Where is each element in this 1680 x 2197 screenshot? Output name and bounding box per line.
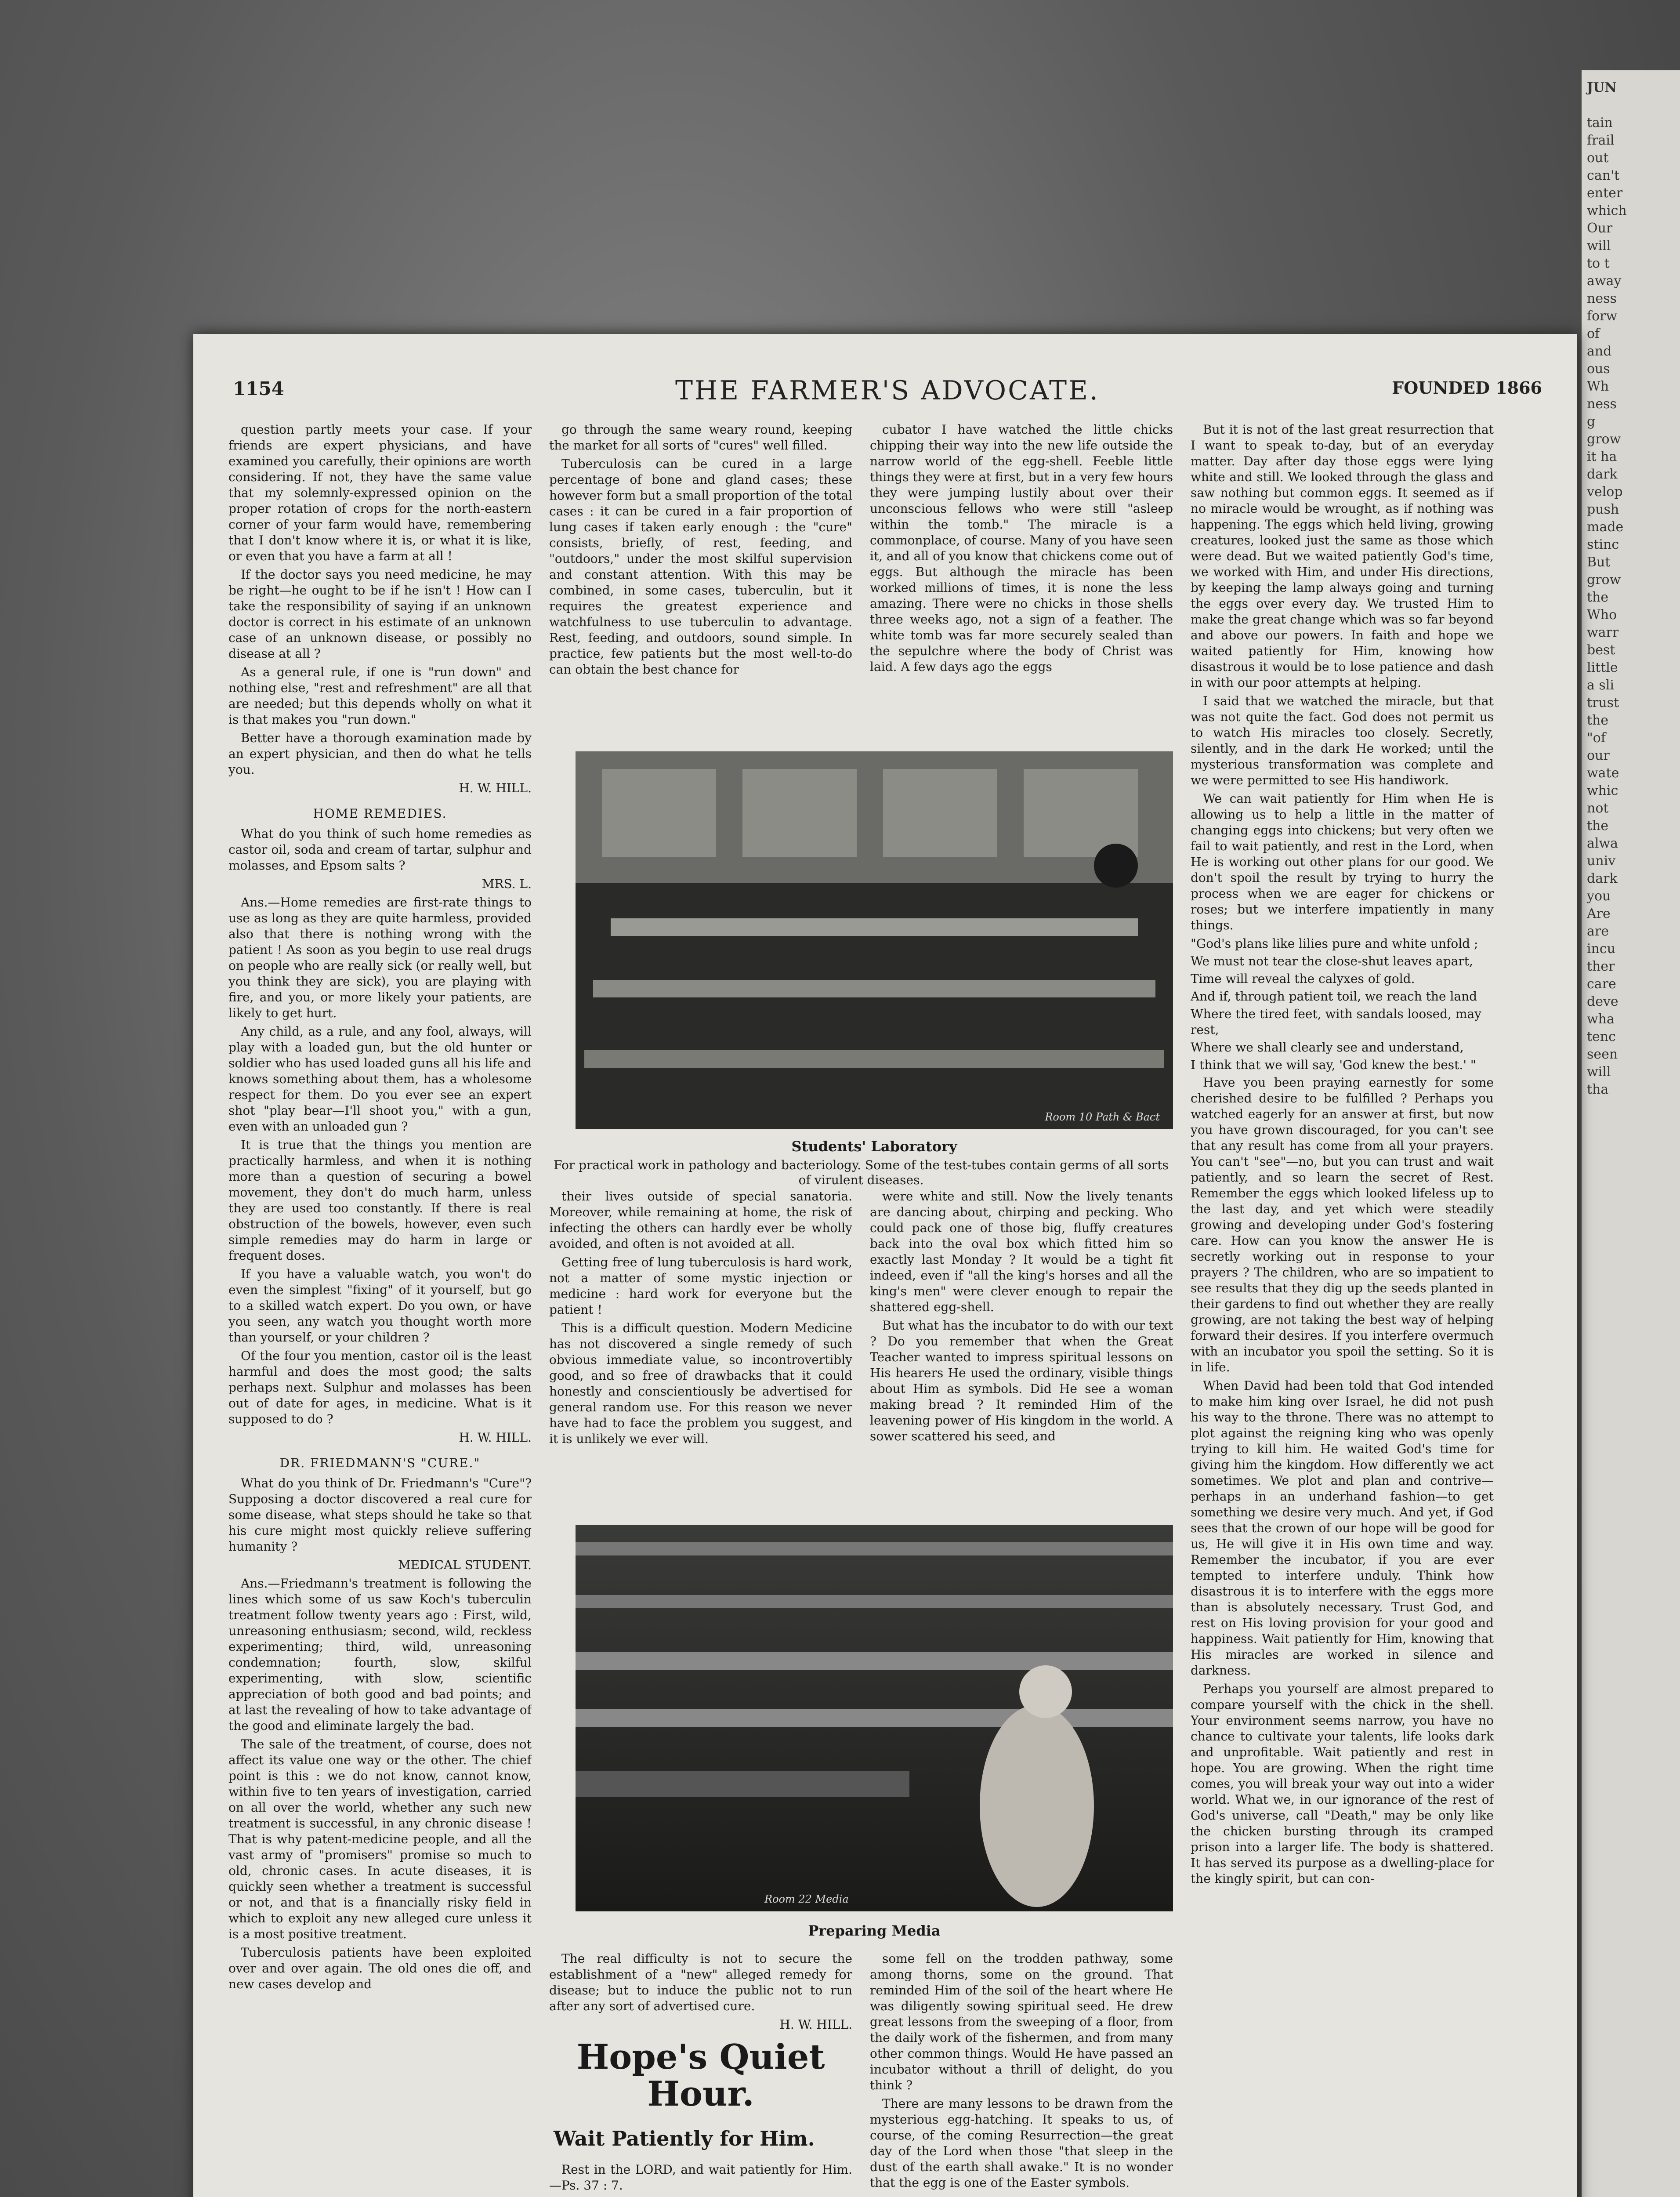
- paragraph: Perhaps you yourself are almost prepared to compare yourself with the chick in the shell. Your environment seems narrow, you have no chance to cultivate your talents, life looks dark and unprofitable. Wait patiently and rest in hope. You are growing. When the right time comes, you will break your way out into a wider world. What we, in our ignorance of the rest of God's universe, call "Death," may be only like the chicken bursting through its cramped prison into a larger life. The body is shattered. It has served its purpose as a dwelling-place for the kingly spirit, but can con-: [1191, 1682, 1494, 1886]
- paragraph: The sale of the treatment, of course, does not affect its value one way or the other. The chief point is this : we do not know, cannot know, within five to ten years of investigation, carried on all over the world, whether any such new treatment is successful, in any chronic disease ! That is why patent-medicine people, and all the vast army of "promisers" promise so much to old, chronic cases. In acute diseases, it is quickly seen whether a treatment is successful or not, and that is a financially risky field in which to exploit any new alleged cure unless it is a most positive treatment.: [228, 1737, 532, 1941]
- founded-label: FOUNDED 1866: [1392, 378, 1542, 398]
- paragraph: There are many lessons to be drawn from the mysterious egg-hatching. It speaks to us, of course, of the coming Resurrection—the great day of the Lord when those "that sleep in the dust of the earth shall awake." It is no wonder that the egg is one of the Easter symbols.: [870, 2096, 1173, 2190]
- paragraph: were white and still. Now the lively tenants are dancing about, chirping and pecking. Who could pack one of those big, fluffy creatures back into the oval box which fitted him so exactly last Monday ? It would be a tight fit indeed, even if "all the king's horses and all the king's men" were clever enough to repair the shattered egg-shell.: [870, 1189, 1173, 1314]
- paragraph: question partly meets your case. If your friends are expert physicians, and have examined you carefully, their opinions are worth considering. If not, they have the same value that my solemnly-expressed opinion on the proper rotation of crops for the north-eastern corner of your farm would have, remembering that I don't know where it is, or what it is like, or even that you have a farm at all !: [228, 422, 532, 563]
- poem-line: And if, through patient toil, we reach the land: [1191, 989, 1477, 1004]
- signature: H. W. HILL.: [779, 2017, 852, 2032]
- paragraph: But what has the incubator to do with our text ? Do you remember that when the Great Teacher wanted to impress spiritual lessons on His hearers He used the ordinary, visible things about Him as symbols. Did He see a woman making bread ? It reminded Him of the leavening power of His kingdom in the world. A sower scattered his seed, and: [870, 1318, 1173, 1443]
- students-laboratory-photo: [576, 751, 1173, 1129]
- column-1: [228, 422, 532, 2197]
- masthead: THE FARMER'S ADVOCATE.: [675, 375, 1100, 406]
- signature: MRS. L.: [482, 877, 532, 891]
- paragraph: Better have a thorough examination made by an expert physician, and then do what he tells you.: [228, 731, 532, 777]
- question: What do you think of such home remedies as castor oil, soda and cream of tartar, sulphur and molasses, and Epsom salts ?: [228, 827, 532, 873]
- poem-line: Time will reveal the calyxes of gold.: [1191, 972, 1415, 986]
- paragraph: When David had been told that God intended to make him king over Israel, he did not push his way to the throne. There was no attempt to plot against the reigning king who was openly trying to kill him. He waited God's time for giving him the kingdom. How differently we act sometimes. We plot and plan and contrive—perhaps in an underhand fashion—to get something we desire very much. And yet, if God sees that the crown of our hope will be good for us, He will give it in His own time and way. Remember the incubator, if you are ever tempted to interfere unduly. Think how disastrous it is to interfere with the eggs more than is absolutely necessary. Trust God, and rest on His loving provision for your good and happiness. Wait patiently for Him, knowing that His miracles are worked in silence and darkness.: [1191, 1378, 1494, 1678]
- laboratory-photo-illustration: [576, 751, 1173, 1129]
- paragraph: If the doctor says you need medicine, he may be right—he ought to be if he isn't ! How can I take the responsibility of saying if an unknown doctor is correct in his estimate of an unknown case of an unknown disease, or possibly no disease at all ?: [228, 567, 532, 661]
- photo-title: Preparing Media: [808, 1922, 941, 1939]
- preparing-media-photo: [576, 1525, 1173, 1911]
- wait-patiently-subtitle: Wait Patiently for Him.: [554, 2127, 815, 2150]
- paragraph: Tuberculosis patients have been exploited over and over again. The old ones die off, and new cases develop and: [228, 1945, 532, 1991]
- paragraph: Have you been praying earnestly for some cherished desire to be fulfilled ? Perhaps you watched eagerly for an answer at first, but now you have grown discouraged, for you can't see that any result has come from all your prayers. You can't "see"—no, but you can trust and wait patiently, and so learn the secret of Rest. Remember the eggs which looked lifeless up to the last day, and yet which were steadily growing and developing under God's fostering care. How can you know the answer He is secretly working out in response to your prayers ? The children, who are so impatient to see results that they dig up the seeds planted in their gardens to find out whether they are really growing, are not taking the best way of helping forward their desires. If you interfere overmuch with an incubator you spoil the setting. So it is in life.: [1191, 1075, 1494, 1374]
- poem-line: I think that we will say, 'God knew the best.' ": [1191, 1058, 1476, 1072]
- paragraph: It is true that the things you mention are practically harmless, and when it is nothing more than a question of securing a bowel movement, they don't do much harm, unless they are used too constantly. If there is real obstruction of the bowels, however, even such simple remedies may do harm in large or frequent doses.: [228, 1138, 532, 1263]
- photo-caption: For practical work in pathology and bacteriology. Some of the test-tubes contain germs of all sorts of virulent diseases.: [554, 1158, 1169, 1187]
- paragraph: Ans.—Friedmann's treatment is following the lines which some of us saw Koch's tuberculin treatment follow twenty years ago : First, wild, unreasoning enthusiasm; second, wild, reckless experimenting; third, wild, unreasoning condemnation; fourth, slow, skilful experimenting, with slow, scientific appreciation of both good and bad points; and at last the revealing of how to take advantage of the good and eliminate largely the bad.: [228, 1576, 532, 1733]
- paragraph: cubator I have watched the little chicks chipping their way into the new life outside the narrow world of the egg-shell. Feeble little things they were at first, but in a very few hours they were jumping lustily about over their unconscious fellows who were still "asleep within the tomb." The miracle is a commonplace, of course. Many of you have seen it, and all of you know that chickens come out of eggs. But although the miracle has been worked millions of times, it is none the less amazing. There were no chicks in those shells three weeks ago, not a sign of a feather. The white tomb was far more securely sealed than the sepulchre where the body of Christ was laid. A few days ago the eggs: [870, 422, 1173, 674]
- paragraph: Tuberculosis can be cured in a large percentage of bone and gland cases; these however form but a small proportion of the total cases : it can be cured in a fair proportion of lung cases if taken early enough : the "cure" consists, briefly, of rest, feeding, and "outdoors," under the most skilful supervision and constant attention. With this may be combined, in some cases, tuberculin, but it requires the greatest experience and watchfulness to use tuberculin to advantage. Rest, feeding, and outdoors, sound simple. In practice, few patients but the most well-to-do can obtain the best chance for: [549, 457, 852, 677]
- verse: Rest in the LORD, and wait patiently for Him.—Ps. 37 : 7.: [549, 2162, 852, 2193]
- poem-line: Where we shall clearly see and understand,: [1191, 1040, 1464, 1055]
- paragraph: But it is not of the last great resurrection that I want to speak to-day, but of an everyday matter. Day after day those eggs were lying white and still. We looked through the glass and saw nothing but common eggs. It seemed as if no miracle would be wrought, as if nothing was happening. The eggs which held living, growing creatures, looked just the same as those which were dead. But we waited patiently God's time, we worked with Him, and under His directions, by keeping the lamp always going and turning the eggs over every day. We trusted Him to make the great change which was so far beyond and above our powers. In faith and hope we waited patiently for Him, knowing how disastrous it would be to lose patience and dash in with our poor attempts at helping.: [1191, 422, 1494, 690]
- adjacent-page-text: tain frail out can't enter which Our will to t away ness forw of and ous Wh ness g grow it ha dark velop push made stinc But grow the Who warr best little a sli trust the "of our wate whic not the alwa univ dark you Are are incu ther care deve wha tenc seen will tha: [1587, 115, 1627, 1097]
- question: What do you think of Dr. Friedmann's "Cure"? Supposing a doctor discovered a real cure for some disease, what steps should he take so that his cure might most quickly relieve suffering humanity ?: [228, 1476, 532, 1554]
- column-3-bottom: [870, 1951, 1173, 2197]
- section-heading: DR. FRIEDMANN'S "CURE.": [279, 1456, 481, 1470]
- media-photo-illustration: [576, 1525, 1173, 1911]
- signature: H. W. HILL.: [459, 1430, 532, 1445]
- column-2-hopes: [549, 2162, 852, 2197]
- photo-inset-label: Room 22 Media: [764, 1893, 849, 1905]
- section-heading: HOME REMEDIES.: [313, 806, 447, 821]
- photo-inset-label: Room 10 Path & Bact: [1045, 1111, 1160, 1123]
- paragraph: I said that we watched the miracle, but that was not quite the fact. God does not permit us to watch His miracles too closely. Secretly, silently, and in the dark He worked; until the mysterious transformation was complete and we were permitted to see His handiwork.: [1191, 694, 1494, 787]
- signature: H. W. HILL.: [459, 781, 532, 795]
- poem-line: We must not tear the close-shut leaves apart,: [1191, 954, 1473, 968]
- hopes-quiet-hour-title: Hope's Quiet Hour.: [576, 2037, 825, 2114]
- newspaper-page: [193, 334, 1577, 2197]
- paragraph: This is a difficult question. Modern Medicine has not discovered a single remedy of such obvious immediate value, so incontrovertibly good, and so free of drawbacks that it could honestly and conscientiously be advertised for general random use. For this reason we never have had to face the problem you suggest, and it is unlikely we ever will.: [549, 1321, 852, 1446]
- paragraph: If you have a valuable watch, you won't do even the simplest "fixing" of it yourself, but go to a skilled watch expert. Do you own, or have you seen, any watch you thought worth more than yourself, or your children ?: [228, 1267, 532, 1345]
- page-header: [233, 375, 1542, 409]
- column-4: [1191, 422, 1494, 2197]
- adjacent-page-header: JUN: [1587, 80, 1617, 95]
- page-number: 1154: [233, 378, 284, 399]
- poem-line: Where the tired feet, with sandals loosed, may rest,: [1191, 1007, 1481, 1037]
- paragraph: go through the same weary round, keeping the market for all sorts of "cures" well filled.: [549, 422, 852, 453]
- paragraph: We can wait patiently for Him when He is allowing us to help a little in the matter of changing eggs into chickens; but very often we fail to wait patiently, and rest in the Lord, when He is working out other plans for our good. We don't spoil the result by trying to hurry the process when we are eager for chickens or roses; but we interfere impatiently in many things.: [1191, 791, 1494, 932]
- photo-title: Students' Laboratory: [791, 1138, 957, 1155]
- paragraph: Getting free of lung tuberculosis is hard work, not a matter of some mystic injection or medicine : hard work for everyone but the patient !: [549, 1255, 852, 1317]
- adjacent-page-fragment: [1582, 70, 1680, 2197]
- paragraph: Any child, as a rule, and any fool, always, will play with a loaded gun, but the old hunter or soldier who has used loaded guns all his life and knows something about them, has a wholesome respect for them. Do you ever see an expert shot "play bear—I'll shoot you," with a gun, even with an unloaded gun ?: [228, 1024, 532, 1134]
- paragraph: their lives outside of special sanatoria. Moreover, while remaining at home, the risk of infecting the others can hardly ever be wholly avoided, and often is not avoided at all.: [549, 1189, 852, 1251]
- paragraph: Of the four you mention, castor oil is the least harmful and does the most good; the salts perhaps next. Sulphur and molasses has been out of date for ages, in medicine. What is it supposed to do ?: [228, 1349, 532, 1426]
- poem-line: "God's plans like lilies pure and white unfold ;: [1191, 936, 1478, 951]
- paragraph: Ans.—Home remedies are first-rate things to use as long as they are quite harmless, provided also that there is nothing wrong with the patient ! As soon as you begin to use real drugs on people who are really sick (or really well, but you think they are sick), you are playing with fire, and you, or more likely your patients, are likely to get hurt.: [228, 895, 532, 1020]
- signature: MEDICAL STUDENT.: [398, 1558, 532, 1572]
- column-2-bottom: [549, 1951, 852, 2039]
- paragraph: some fell on the trodden pathway, some among thorns, some on the ground. That reminded Him of the soil of the heart where He was diligently sowing spiritual seed. He drew great lessons from the sweeping of a floor, from the daily work of the fishermen, and from many other common things. Would He have passed an incubator without a thrill of delight, do you think ?: [870, 1951, 1173, 2092]
- paragraph: The real difficulty is not to secure the establishment of a "new" alleged remedy for disease; but to induce the public not to run after any sort of advertised cure.: [549, 1951, 852, 2013]
- paragraph: As a general rule, if one is "run down" and nothing else, "rest and refreshment" are all that are needed; but this depends wholly on what it is that makes you "run down.": [228, 665, 532, 727]
